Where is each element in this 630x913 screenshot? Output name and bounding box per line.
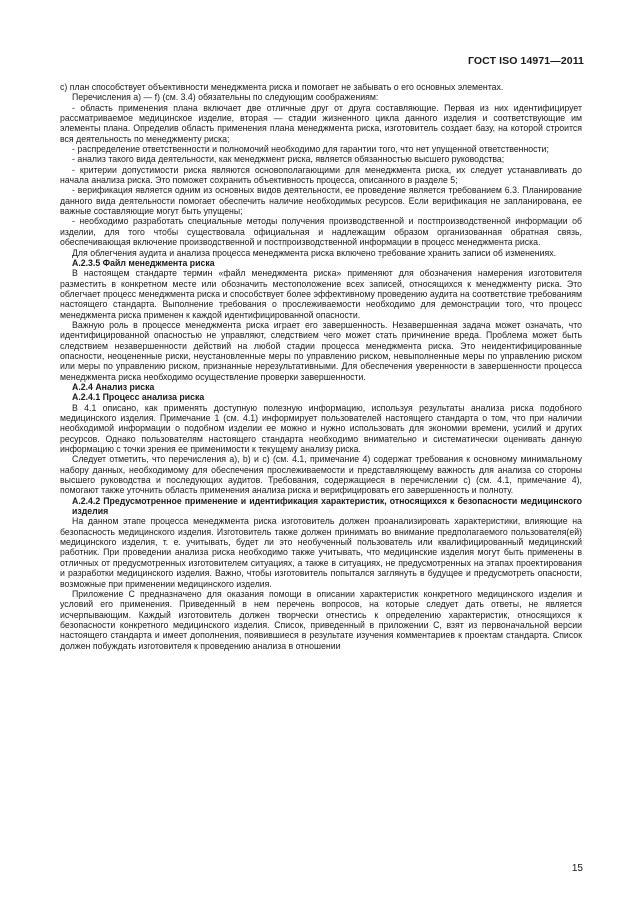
- paragraph: На данном этапе процесса менеджмента риска изготовитель должен проанализировать характеристики, влияющие на безопасность медицинского изделия. Изготовитель также должен принимать во внимание предполагаемого пользователя(ей) медицинского изделия, т. е. учитывать, будет ли это необученный пользователь или квалифицированный медицинский работник. При проведении анализа риска необходимо также учитывать, что медицинские изделия могут быть применены в отличных от предусмотренных изготовителем ситуациях, а также в ситуациях, не предусмотренных на этапах проектирования и разработки медицинского изделия. Важно, чтобы изготовитель попытался заглянуть в будущее и предусмотреть опасности, возможные при применении медицинского изделия.: [60, 516, 582, 589]
- list-item: - верификация является одним из основных видов деятельности, ее проведение является требованием 6.3. Планирование данного вида деятельности помогает обеспечить наличие необходимых ресурсов. Если верификация не запланирована, ее важные составляющие могут быть упущены;: [60, 185, 582, 217]
- list-item: - анализ такого вида деятельности, как менеджмент риска, является обязанностью высшего руководства;: [72, 154, 505, 165]
- section-heading: А.2.4.2 Предусмотренное применение и идентификация характеристик, относящихся к безопасности медицинского изделия: [72, 495, 582, 517]
- section-heading: А.2.4.1 Процесс анализа риска: [72, 392, 205, 403]
- standard-header: ГОСТ ISO 14971—2011: [467, 55, 584, 67]
- paragraph: Следует отметить, что перечисления а), b) и c) (см. 4.1, примечание 4) содержат требования к основному минимальному набору данных, необходимому для обеспечения прослеживаемости и представляющему важность для анализа со стороны высшего руководства и последующих аудитов. Требования, содержащиеся в перечислении с) (см. 4.1, примечание 4), помогают также уточнить область применения анализа риска и верифицировать его завершенность и полноту.: [60, 454, 582, 496]
- list-item: - критерии допустимости риска являются основополагающими для менеджмента риска, их следует устанавливать до начала анализа риска. Это поможет сохранить объективность процесса, описанного в разделе 5;: [60, 164, 582, 186]
- list-item: - область применения плана включает две отличные друг от друга составляющие. Первая из них идентифицирует рассматриваемое медицинское изделие, вторая — стадии жизненного цикла данного изделия и соответствующие им элементы плана. Определив область применения плана менеджмента риска, изготовитель создает базу, на которой строится вся деятельность по менеджменту риска;: [60, 102, 582, 144]
- paragraph: В настоящем стандарте термин «файл менеджмента риска» применяют для обозначения намерения изготовителя разместить в конкретном месте или обозначить местоположение всех записей, относящихся к менеджменту риска. Это облегчает процесс менеджмента риска и способствует более эффективному проведению аудита на соответствие требованиям настоящего стандарта. Выполнение требования о прослеживаемости необходимо для демонстрации того, что процесс менеджмента риска применен к каждой идентифицированной опасности.: [60, 268, 582, 320]
- section-heading: А.2.4 Анализ риска: [72, 381, 155, 392]
- document-body: [60, 82, 582, 651]
- paragraph: В 4.1 описано, как применять доступную полезную информацию, используя результаты анализа риска подобного медицинского изделия. Примечание 1 (см. 4.1) информирует пользователей настоящего стандарта о том, что при наличии необходимой информации о подобном изделии ее можно и нужно использовать для экономии времени, усилий и других ресурсов. Однако пользователям настоящего стандарта необходимо внимательно и систематически оценивать данную информацию с точки зрения ее применимости к текущему анализу риска.: [60, 402, 582, 455]
- section-heading: А.2.3.5 Файл менеджмента риска: [72, 257, 215, 268]
- paragraph: Для облегчения аудита и анализа процесса менеджмента риска включено требование хранить записи об изменениях.: [72, 247, 557, 258]
- list-item: - распределение ответственности и полномочий необходимо для гарантии того, что нет упущенной ответственности;: [72, 144, 549, 155]
- list-item: - необходимо разработать специальные методы получения производственной и постпроизводственной информации об изделии, для того чтобы существовала официальная и надлежащим образом организованная обратная связь, обеспечивающая включение производственной и постпроизводственной информации в процесс менеджмента риска.: [60, 216, 582, 248]
- paragraph: Приложение С предназначено для оказания помощи в описании характеристик конкретного медицинского изделия и условий его применения. Приведенный в нем перечень вопросов, на которые следует дать ответы, не является исчерпывающим. Каждый изготовитель должен творчески отнестись к определению характеристик, относящихся к безопасности конкретного медицинского изделия. Список, приведенный в приложении С, взят из первоначальной версии настоящего стандарта и имеет дополнения, появившиеся в результате изучения комментариев к проектам стандарта. Список должен побуждать изготовителя к проведению анализа в отношении: [60, 588, 582, 651]
- paragraph: Важную роль в процессе менеджмента риска играет его завершенность. Незавершенная задача может означать, что идентифицированной опасностью не управляют, следствием чего может стать причинение вреда. Проблема может быть следствием незавершенности действий на любой стадии процесса менеджмента риска. Это неидентифицированные опасности, неоцененные риски, неустановленные меры по управлению риском, невыполненные меры по управлению риском или меры по управлению риском, признанные нерезультативными. Для обеспечения уверенности в завершенности процесса менеджмента риска необходимо осуществление проверки завершенности.: [60, 319, 582, 382]
- paragraph: с) план способствует объективности менеджмента риска и помогает не забывать о его основных элементах.: [60, 82, 504, 92]
- paragraph: Перечисления а) — f) (см. 3.4) обязательны по следующим соображениям:: [72, 92, 379, 103]
- page-number: 15: [571, 863, 583, 874]
